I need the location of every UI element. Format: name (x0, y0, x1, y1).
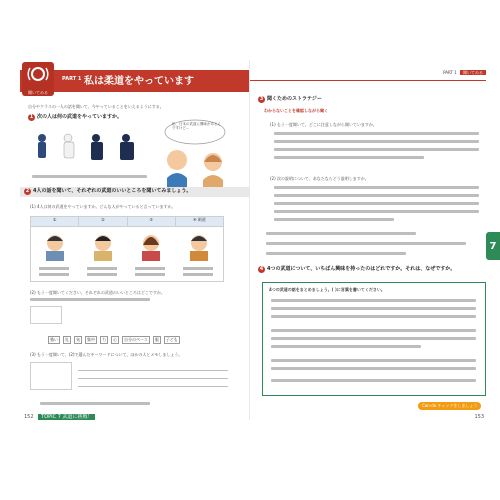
text-line (274, 210, 479, 213)
text-line (271, 307, 476, 310)
text-line (274, 156, 424, 159)
summary-box-title: 4つの武道の話をまとめましょう。( )に言葉を書いてください。 (269, 287, 385, 292)
summary-box (262, 282, 486, 396)
question-3: (3) もう一度聞いて、(2)で選んだキーワードについて、ほかの人とメモしましょう。 (30, 352, 183, 357)
listen-icon-box (22, 62, 54, 96)
text-line (266, 242, 466, 245)
keyword: 子ども (165, 337, 178, 342)
text-line (271, 367, 476, 370)
number-badge: 4 (259, 266, 264, 272)
text-line (271, 299, 476, 302)
table-header: ③ (128, 217, 176, 226)
text-line (32, 175, 147, 178)
text-line (274, 202, 479, 205)
right-page (250, 0, 500, 500)
text-line (274, 148, 479, 151)
strategy-subheading: わからないことを確認しながら聞く (264, 108, 328, 113)
keyword: 気 (76, 337, 80, 342)
question-1: (1) 4人は何の武道をやっていますか。どんな人がやっていると言っていますか。 (30, 204, 176, 209)
item-2: (2) 次の説明について、あなたならどう説明しますか。 (270, 176, 369, 181)
can-do-check-button[interactable]: Can-do チェックをしましょう (418, 402, 481, 410)
text-line (274, 218, 394, 221)
keyword: 服 (154, 337, 159, 342)
text-line (274, 186, 479, 189)
keyword-list (48, 336, 180, 344)
keyword: 自分のペース (124, 337, 148, 342)
right-part-label: PART 1 聞いてみる (443, 70, 486, 76)
page-number-right: 153 (474, 414, 484, 420)
person-portraits (31, 227, 223, 281)
keyword: 集中 (87, 337, 95, 342)
text-line (40, 402, 150, 405)
answer-box[interactable] (30, 306, 62, 324)
text-line (271, 359, 476, 362)
intro-text: 自分やクラスの一人の話を聞いて、今やっていることをいえるようにする。 (28, 104, 164, 109)
memo-line (78, 370, 228, 371)
memo-line (78, 386, 228, 387)
text-line (271, 345, 421, 348)
chapter-tab[interactable]: 7 (486, 232, 500, 260)
table-header: ④ 剣道 (192, 217, 206, 222)
text-line (271, 329, 476, 332)
keyword: 心 (113, 337, 117, 342)
speech-bubble-text: 私、日本の武道に興味があるんですけど… (172, 122, 221, 130)
text-line (30, 298, 150, 301)
ear-icon (22, 62, 54, 86)
memo-box[interactable] (30, 362, 72, 390)
page-number-left: 152 TOPIC 7 武道に挑戦！ (24, 413, 95, 420)
text-line (271, 379, 476, 382)
number-badge: 2 (25, 188, 30, 194)
number-badge: 3 (259, 96, 264, 102)
text-line (274, 140, 479, 143)
keyword: 力 (102, 337, 106, 342)
section-4-heading: 4 4つの武道について、いちばん興味を持ったのはどれですか。それは、なぜですか。 (259, 266, 456, 272)
page-title: 私は柔道をやっています (84, 76, 194, 87)
icon-label: 聞いてみる (28, 90, 48, 95)
keyword: 強い (50, 337, 58, 342)
section-2-heading: 2 4人の話を聞いて、それぞれの武道のいいところを聞いてみましょう。 (25, 188, 192, 194)
right-header (250, 70, 486, 80)
people-table (30, 216, 224, 282)
strategy-heading: 3 聞くためのストラテジー (259, 96, 322, 102)
text-line (274, 194, 479, 197)
section-1-heading: 1 次の人は何の武道をやっていますか。 (29, 114, 123, 120)
text-line (266, 252, 406, 255)
text-line (271, 337, 476, 340)
question-2: (2) もう一度聞いてください。それぞれの武道のいいところはどこですか。 (30, 290, 165, 295)
table-header: ① (31, 217, 79, 226)
martial-arts-illustrations (30, 130, 150, 170)
table-header: ② (79, 217, 127, 226)
number-badge: 1 (29, 114, 34, 120)
text-line (266, 232, 416, 235)
header-rule (250, 80, 486, 81)
text-line (271, 315, 476, 318)
item-1: (1) もう一度聞いて、どこに注意しながら聞いていますか。 (270, 122, 377, 127)
part-label: PART 1 (62, 76, 82, 82)
keyword: 礼 (65, 337, 69, 342)
memo-line (78, 378, 228, 379)
text-line (274, 132, 479, 135)
